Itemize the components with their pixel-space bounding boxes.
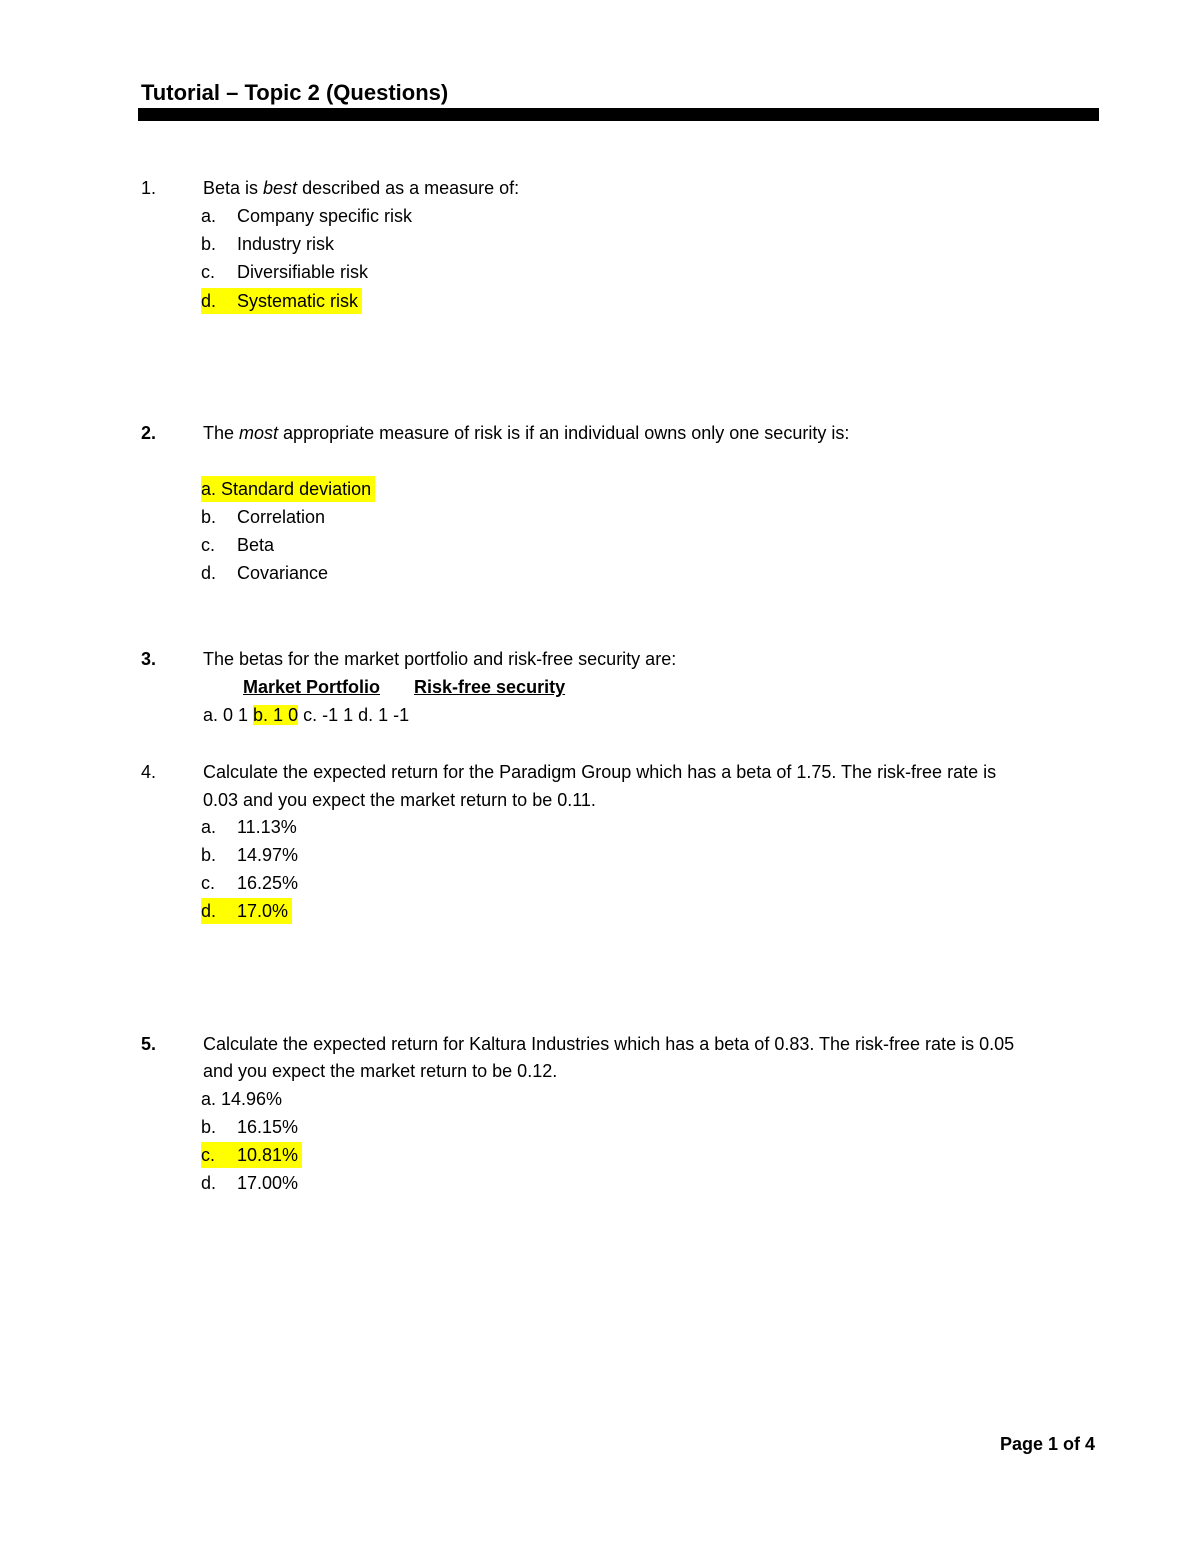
question-1-number: 1. <box>141 178 157 198</box>
question-3-stem: The betas for the market portfolio and risk-free security are: <box>203 649 677 669</box>
question-1-option-b <box>201 231 334 257</box>
option-text: 17.0% <box>237 901 289 921</box>
option-text: Diversifiable risk <box>237 262 369 282</box>
column-header-risk-free-security: Risk-free security <box>414 677 566 697</box>
page-number: Page 1 of 4 <box>1000 1434 1096 1454</box>
option-label: d. <box>201 291 217 311</box>
question-1-option-a <box>201 203 412 229</box>
question-5-option-c-highlighted <box>201 1142 302 1168</box>
question-2-stem <box>203 420 849 446</box>
question-3-number: 3. <box>141 649 157 669</box>
question-1-stem-pre: Beta is <box>203 178 264 198</box>
option-label: a. <box>201 817 217 837</box>
option-label: b. <box>201 234 217 254</box>
option-text: 11.13% <box>237 817 297 837</box>
question-1-stem-emphasis: best <box>263 178 298 198</box>
option-text: Company specific risk <box>237 206 413 226</box>
option-text: 14.97% <box>237 845 299 865</box>
option-label: c. <box>201 873 216 893</box>
option-label: c. <box>201 262 216 282</box>
option-label: b. <box>201 845 217 865</box>
title-rule <box>138 108 1099 121</box>
question-1-stem-post: described as a measure of: <box>297 178 520 198</box>
question-4-stem-line-1: Calculate the expected return for the Paradigm Group which has a beta of 1.75. The risk-free rate is <box>203 762 997 782</box>
option-label: d. <box>201 901 217 921</box>
option-text: Industry risk <box>237 234 335 254</box>
option-text: Systematic risk <box>237 291 359 311</box>
option-label: d. <box>201 563 217 583</box>
question-3-answer-a: a. 0 1 <box>203 705 254 725</box>
option-label: c. <box>201 535 216 555</box>
option-text: Beta <box>237 535 275 555</box>
question-2-option-d <box>201 560 328 586</box>
question-3-answer-b-highlighted: b. 1 0 <box>253 705 299 725</box>
question-4-option-d-highlighted <box>201 898 292 924</box>
question-5-number: 5. <box>141 1034 157 1054</box>
question-4-option-a <box>201 814 297 840</box>
option-label: b. <box>201 507 217 527</box>
option-label: d. <box>201 1173 217 1193</box>
question-4-stem-line-2: 0.03 and you expect the market return to be 0.11. <box>203 790 596 810</box>
question-3-answer-rest: c. -1 1 d. 1 -1 <box>298 705 410 725</box>
question-5-option-a: a. 14.96% <box>201 1089 283 1109</box>
question-1-option-c <box>201 259 368 285</box>
question-2-stem-post: appropriate measure of risk is if an individual owns only one security is: <box>278 423 850 443</box>
option-text: 16.15% <box>237 1117 299 1137</box>
question-1-stem <box>203 175 519 201</box>
option-text: 10.81% <box>237 1145 299 1165</box>
question-2-option-a-highlighted: a. Standard deviation <box>201 476 375 502</box>
question-5-stem-line-2: and you expect the market return to be 0.12. <box>203 1061 558 1081</box>
option-label: b. <box>201 1117 217 1137</box>
question-2-option-c <box>201 532 274 558</box>
question-5-option-b <box>201 1114 298 1140</box>
question-2-stem-emphasis: most <box>239 423 279 443</box>
column-header-market-portfolio: Market Portfolio <box>243 677 381 697</box>
page-title: Tutorial – Topic 2 (Questions) <box>141 80 449 105</box>
question-2-option-b <box>201 504 325 530</box>
option-label: c. <box>201 1145 216 1165</box>
option-text: Covariance <box>237 563 329 583</box>
question-5-option-d <box>201 1170 298 1196</box>
question-2-number: 2. <box>141 423 157 443</box>
question-4-option-c <box>201 870 298 896</box>
question-1-option-d-highlighted <box>201 288 362 314</box>
option-label: a. <box>201 206 217 226</box>
option-text: 16.25% <box>237 873 299 893</box>
question-3-answers <box>203 702 409 728</box>
option-text: Correlation <box>237 507 326 527</box>
question-5-stem-line-1: Calculate the expected return for Kaltura Industries which has a beta of 0.83. The risk-free rate is 0.05 <box>203 1034 1015 1054</box>
question-4-number: 4. <box>141 762 157 782</box>
question-2-stem-pre: The <box>203 423 240 443</box>
question-4-option-b <box>201 842 298 868</box>
option-text: 17.00% <box>237 1173 299 1193</box>
